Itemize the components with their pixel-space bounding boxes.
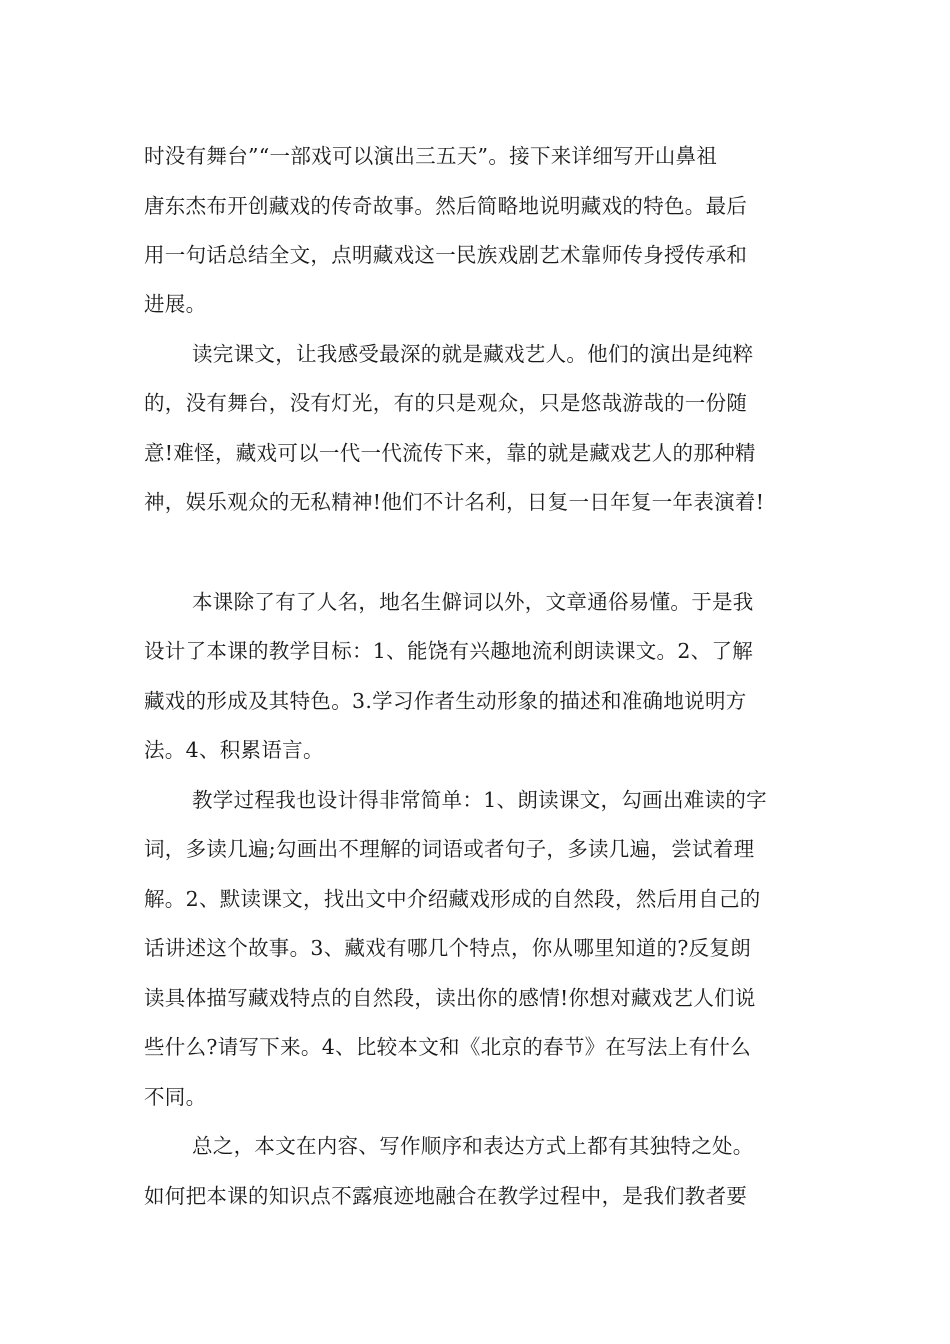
paragraph-1-line-2: 唐东杰布开创藏戏的传奇故事。然后简略地说明藏戏的特色。最后 (144, 194, 748, 218)
paragraph-2-line-4: 神，娱乐观众的无私精神!他们不计名利，日复一日年复一年表演着! (144, 490, 765, 514)
paragraph-3-line-1: 本课除了有了人名，地名生僻词以外，文章通俗易懂。于是我 (192, 590, 754, 614)
paragraph-4-line-5: 读具体描写藏戏特点的自然段，读出你的感情!你想对藏戏艺人们说 (144, 986, 756, 1010)
paragraph-2-line-3: 意!难怪，藏戏可以一代一代流传下来，靠的就是藏戏艺人的那种精 (144, 441, 756, 465)
paragraph-4-line-7: 不同。 (144, 1085, 207, 1109)
paragraph-2-line-1: 读完课文，让我感受最深的就是藏戏艺人。他们的演出是纯粹 (192, 342, 754, 366)
paragraph-2-line-2: 的，没有舞台，没有灯光，有的只是观众，只是悠哉游哉的一份随 (144, 391, 748, 415)
paragraph-4-line-6: 些什么?请写下来。4、比较本文和《北京的春节》在写法上有什么 (144, 1035, 752, 1059)
paragraph-3-line-4: 法。4、积累语言。 (144, 738, 324, 762)
paragraph-5-line-2: 如何把本课的知识点不露痕迹地融合在教学过程中，是我们教者要 (144, 1184, 748, 1208)
paragraph-5-line-1: 总之，本文在内容、写作顺序和表达方式上都有其独特之处。 (192, 1134, 754, 1158)
paragraph-3-line-3: 藏戏的形成及其特色。3.学习作者生动形象的描述和准确地说明方 (144, 689, 747, 713)
paragraph-4-line-4: 话讲述这个故事。3、藏戏有哪几个特点，你从哪里知道的?反复朗 (144, 936, 752, 960)
paragraph-4-line-2: 词，多读几遍;勾画出不理解的词语或者句子，多读几遍，尝试着理 (144, 837, 755, 861)
paragraph-3-line-2: 设计了本课的教学目标：1、能饶有兴趣地流利朗读课文。2、了解 (144, 639, 754, 663)
paragraph-1-line-1: 时没有舞台”“一部戏可以演出三五天”。接下来详细写开山鼻祖 (144, 144, 718, 168)
paragraph-1-line-4: 进展。 (144, 292, 207, 316)
paragraph-4-line-1: 教学过程我也设计得非常简单：1、朗读课文，勾画出难读的字 (192, 788, 767, 812)
paragraph-1-line-3: 用一句话总结全文，点明藏戏这一民族戏剧艺术靠师传身授传承和 (144, 243, 748, 267)
paragraph-4-line-3: 解。2、默读课文，找出文中介绍藏戏形成的自然段，然后用自己的 (144, 887, 761, 911)
